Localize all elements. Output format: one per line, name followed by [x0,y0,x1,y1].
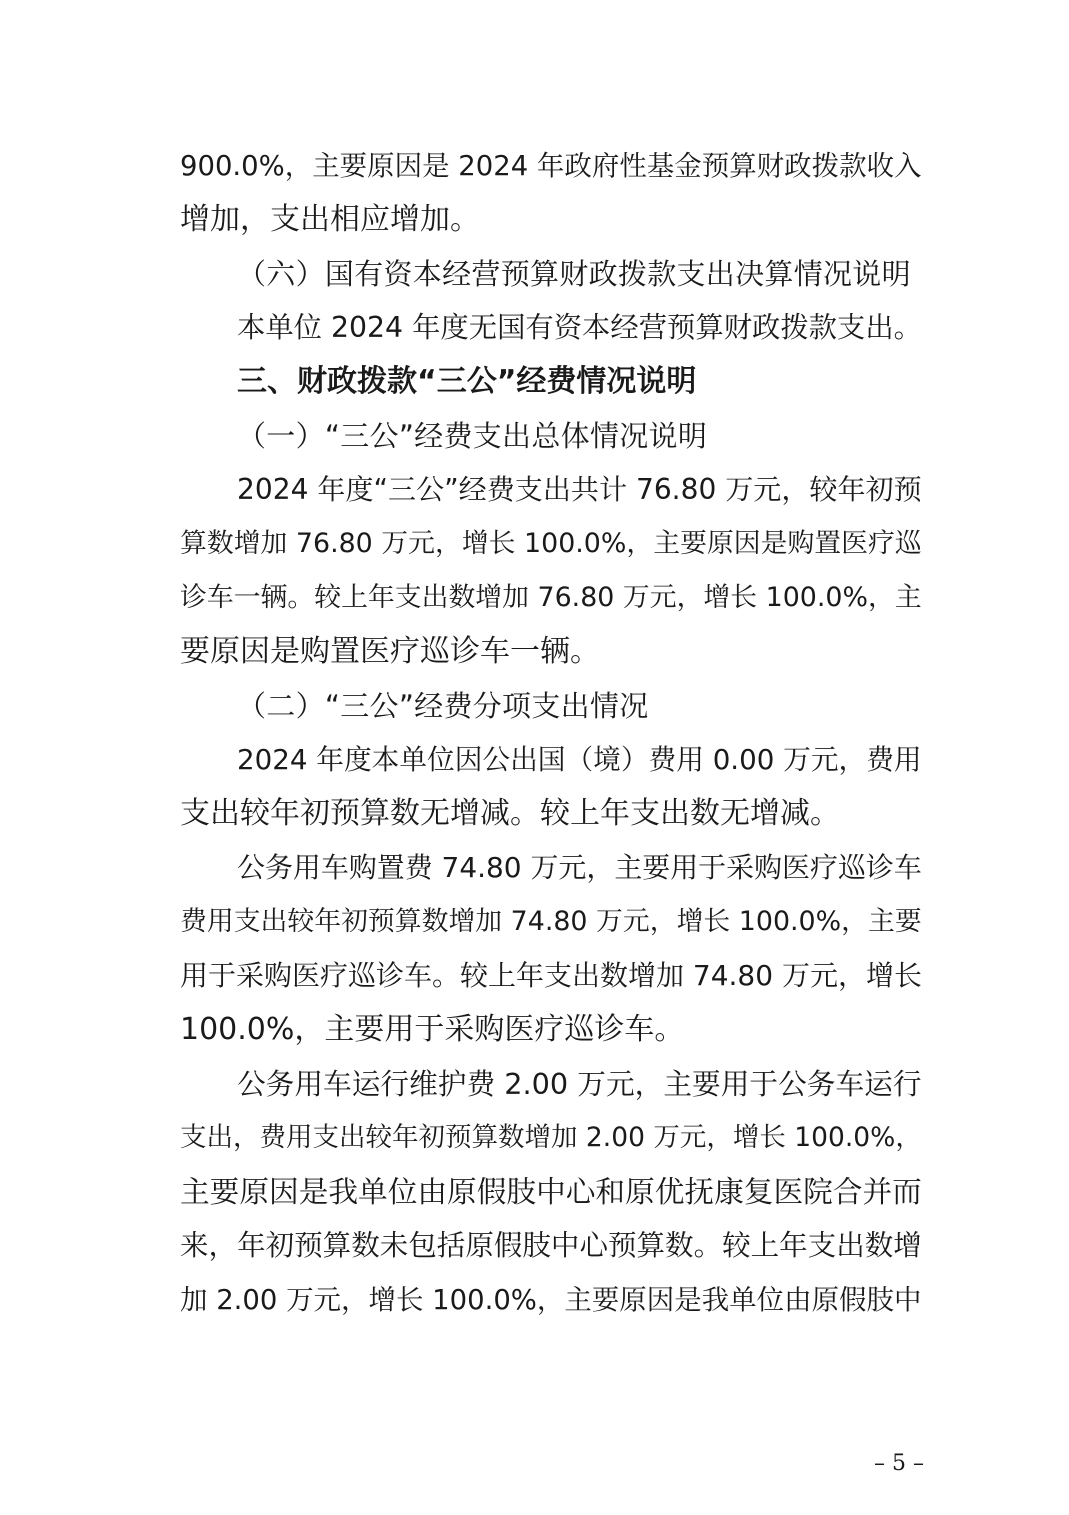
paragraph-line: 费用支出较年初预算数增加 74.80 万元，增长 100.0%，主要 [180,906,922,937]
page-number: – 5 – [874,1451,924,1476]
paragraph-line: 算数增加 76.80 万元，增长 100.0%，主要原因是购置医疗巡 [180,528,922,559]
paragraph-line: 支出，费用支出较年初预算数增加 2.00 万元，增长 100.0%， [180,1122,922,1153]
subsection-heading: （二）“三公”经费分项支出情况 [237,689,649,723]
subsection-heading: （一）“三公”经费支出总体情况说明 [237,419,708,453]
paragraph-line: 100.0%，主要用于采购医疗巡诊车。 [180,1012,685,1047]
subsection-heading: （六）国有资本经营预算财政拨款支出决算情况说明 [237,257,911,291]
paragraph-line: 来，年初预算数未包括原假肢中心预算数。较上年支出数增 [180,1229,922,1262]
paragraph-line: 公务用车运行维护费 2.00 万元，主要用于公务车运行 [237,1067,922,1101]
paragraph-line: 诊车一辆。较上年支出数增加 76.80 万元，增长 100.0%，主 [180,582,922,613]
paragraph-line: 主要原因是我单位由原假肢中心和原优抚康复医院合并而 [180,1174,922,1209]
paragraph-line: 2024 年度本单位因公出国（境）费用 0.00 万元，费用 [237,743,922,776]
paragraph-line: 2024 年度“三公”经费支出共计 76.80 万元，较年初预 [237,473,922,506]
paragraph-line: 支出较年初预算数无增减。较上年支出数无增减。 [180,796,840,831]
paragraph-line: 增加，支出相应增加。 [180,202,480,237]
paragraph-line: 900.0%，主要原因是 2024 年政府性基金预算财政拨款收入 [180,150,922,182]
section-heading: 三、财政拨款“三公”经费情况说明 [237,364,697,399]
paragraph-line: 公务用车购置费 74.80 万元，主要用于采购医疗巡诊车 [237,851,922,884]
paragraph-line: 要原因是购置医疗巡诊车一辆。 [180,634,600,669]
paragraph-line: 用于采购医疗巡诊车。较上年支出数增加 74.80 万元，增长 [180,959,922,992]
paragraph-line: 加 2.00 万元，增长 100.0%，主要原因是我单位由原假肢中 [180,1284,922,1316]
paragraph-line: 本单位 2024 年度无国有资本经营预算财政拨款支出。 [237,311,922,344]
